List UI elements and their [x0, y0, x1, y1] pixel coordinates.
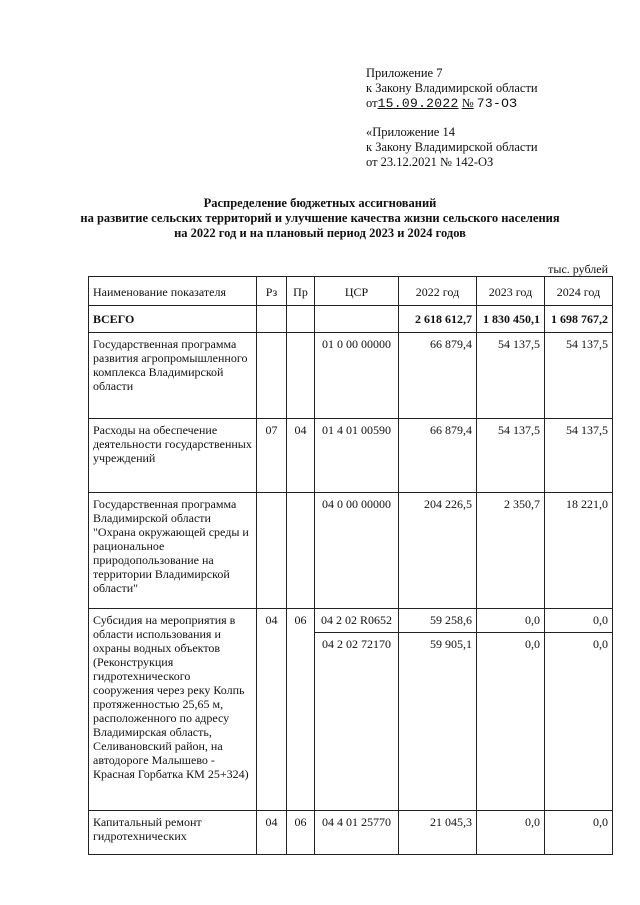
row-2024: 18 221,0: [545, 493, 613, 609]
row-rz: 04: [257, 609, 287, 811]
appendix-line-4: «Приложение 14: [366, 125, 455, 139]
title-line-2: на развитие сельских территорий и улучшение качества жизни сельского населения: [80, 211, 560, 225]
row-2023: 54 137,5: [477, 419, 545, 493]
header-rz: Рз: [257, 277, 287, 306]
table-row: [89, 333, 613, 419]
row-2022: 66 879,4: [399, 419, 477, 493]
table-row: [89, 811, 613, 855]
law-number: 73-ОЗ: [476, 96, 518, 111]
row-2022: 204 226,5: [399, 493, 477, 609]
total-label: ВСЕГО: [89, 306, 257, 333]
row-pr: 06: [287, 811, 315, 855]
total-2022: 2 618 612,7: [399, 306, 477, 333]
appendix-line-2: к Закону Владимирской области: [366, 81, 538, 95]
document-title: [0, 196, 640, 241]
row-2024: 0,0: [545, 633, 613, 811]
row-csr: 04 2 02 72170: [315, 633, 399, 811]
appendix-date-line: [366, 96, 538, 111]
row-csr: 04 4 01 25770: [315, 811, 399, 855]
table-header-row: [89, 277, 613, 306]
title-line-1: Распределение бюджетных ассигнований: [203, 196, 437, 210]
row-name: Капитальный ремонт гидротехнических: [89, 811, 257, 855]
row-name: Субсидия на мероприятия в области использования и охраны водных объектов (Реконструкция гидротехнического сооружения через реку Колпь протяженностью 25,65 м, расположенного по адресу Владимирская область, Селивановский район, на автодороге Малышево - Красная Горбатка КМ 25+324): [89, 609, 257, 811]
budget-table: [88, 276, 613, 855]
row-2023: 0,0: [477, 609, 545, 633]
row-csr: 01 4 01 00590: [315, 419, 399, 493]
header-2023: 2023 год: [477, 277, 545, 306]
law-date: 15.09.2022: [377, 96, 459, 111]
total-2024: 1 698 767,2: [545, 306, 613, 333]
total-row: [89, 306, 613, 333]
appendix-line-1: Приложение 7: [366, 66, 443, 80]
table-row: [89, 493, 613, 609]
row-pr: [287, 333, 315, 419]
row-pr: [287, 493, 315, 609]
row-2024: 54 137,5: [545, 419, 613, 493]
row-2022: 59 905,1: [399, 633, 477, 811]
number-prefix: №: [461, 96, 474, 110]
row-rz: [257, 493, 287, 609]
row-csr: 04 0 00 00000: [315, 493, 399, 609]
row-2024: 0,0: [545, 609, 613, 633]
date-prefix: от: [366, 96, 378, 110]
row-rz: [257, 333, 287, 419]
row-pr: 04: [287, 419, 315, 493]
appendix-block: [366, 66, 538, 170]
row-csr: 04 2 02 R0652: [315, 609, 399, 633]
row-name: Государственная программа Владимирской области "Охрана окружающей среды и рациональное природопользование на территории Владимирской области": [89, 493, 257, 609]
row-2023: 0,0: [477, 811, 545, 855]
header-2024: 2024 год: [545, 277, 613, 306]
row-2023: 0,0: [477, 633, 545, 811]
total-2023: 1 830 450,1: [477, 306, 545, 333]
header-csr: ЦСР: [315, 277, 399, 306]
row-2023: 54 137,5: [477, 333, 545, 419]
table-row: [89, 419, 613, 493]
row-2022: 59 258,6: [399, 609, 477, 633]
table-row: [89, 609, 613, 633]
title-line-3: на 2022 год и на плановый период 2023 и 2024 годов: [174, 226, 466, 240]
row-rz: 04: [257, 811, 287, 855]
row-csr: 01 0 00 00000: [315, 333, 399, 419]
row-2024: 54 137,5: [545, 333, 613, 419]
row-2024: 0,0: [545, 811, 613, 855]
header-2022: 2022 год: [399, 277, 477, 306]
appendix-line-6: от 23.12.2021 № 142-ОЗ: [366, 155, 494, 169]
appendix-line-5: к Закону Владимирской области: [366, 140, 538, 154]
row-2023: 2 350,7: [477, 493, 545, 609]
row-name: Расходы на обеспечение деятельности государственных учреждений: [89, 419, 257, 493]
unit-label: тыс. рублей: [548, 262, 608, 276]
header-pr: Пр: [287, 277, 315, 306]
row-2022: 21 045,3: [399, 811, 477, 855]
row-rz: 07: [257, 419, 287, 493]
row-name: Государственная программа развития агропромышленного комплекса Владимирской области: [89, 333, 257, 419]
row-pr: 06: [287, 609, 315, 811]
row-2022: 66 879,4: [399, 333, 477, 419]
header-name: Наименование показателя: [89, 277, 257, 306]
